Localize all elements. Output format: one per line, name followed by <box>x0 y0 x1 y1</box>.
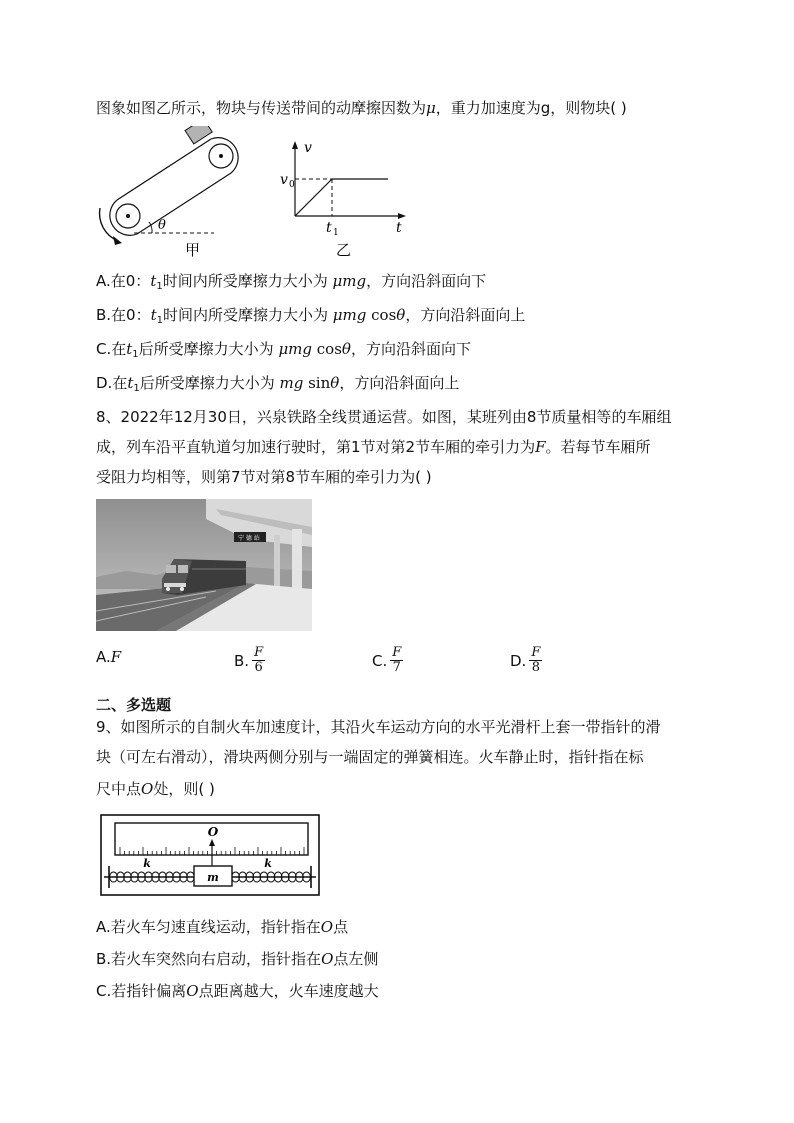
q7-d-t: t <box>127 374 134 392</box>
q9-c-prefix: C.若指针偏离 <box>96 982 187 1000</box>
q8-c-label: C. <box>372 651 388 670</box>
q7-b-expr: μmg <box>332 306 367 324</box>
axis-t-label: t <box>396 220 402 236</box>
q7-a-expr: μmg <box>332 272 367 290</box>
q7-d-sin: sin <box>303 374 331 392</box>
q8-line2b: 。若每节车厢所 <box>545 438 651 456</box>
q7-stem-text-2: ，重力加速度为g，则物块( ) <box>435 99 627 117</box>
q7-b-theta: θ <box>396 306 406 324</box>
q7-c-prefix: C.在 <box>96 340 127 358</box>
velocity-time-graph <box>278 138 408 262</box>
station-sign-text: 宁 德 站 <box>238 535 260 542</box>
q9-stem-line-1 <box>96 716 661 738</box>
q9-b-o: O <box>321 950 334 968</box>
q8-c-num: F <box>392 645 402 660</box>
q8-d-label: D. <box>510 651 527 670</box>
q8-option-c[interactable] <box>372 646 403 675</box>
q9-c-post: 点距离越大，火车速度越大 <box>198 982 379 1000</box>
q9-line2: 块（可左右滑动），滑块两侧分别与一端固定的弹簧相连。火车静止时，指针指在标 <box>96 748 644 766</box>
q9-line3-o: O <box>141 780 154 798</box>
q9-a-prefix: A.若火车匀速直线运动，指针指在 <box>96 918 321 936</box>
q8-stem-line-2 <box>96 436 651 458</box>
axis-v-label: v <box>304 140 312 156</box>
q8-option-a[interactable] <box>96 646 121 668</box>
slider-mass-label: m <box>207 871 219 884</box>
right-spring-k-label: k <box>264 857 272 870</box>
q7-stem-text: 图象如图乙所示，物块与传送带间的动摩擦因数为 <box>96 99 427 117</box>
q8-line2-f: F <box>535 438 546 456</box>
q9-line1: 9、如图所示的自制火车加速度计，其沿火车运动方向的水平光滑杆上套一带指针的滑 <box>96 718 661 736</box>
q7-b-post: ，方向沿斜面向上 <box>405 306 526 324</box>
q7-option-c[interactable] <box>96 338 471 366</box>
q8-stem-line-1 <box>96 406 671 428</box>
figure-yi-caption: 乙 <box>336 241 352 259</box>
q9-a-o: O <box>320 918 334 936</box>
q8-d-num: F <box>531 645 541 660</box>
q8-stem-line-3 <box>96 466 432 488</box>
q7-option-b[interactable] <box>96 304 525 332</box>
q7-d-post: ，方向沿斜面向上 <box>339 374 460 392</box>
q9-option-b[interactable] <box>96 948 378 970</box>
q8-line1: 8、2022年12月30日，兴泉铁路全线贯通运营。如图，某班列由8节质量相等的车厢组 <box>96 408 672 426</box>
q8-c-den: 7 <box>392 660 401 675</box>
q8-line2a: 成，列车沿平直轨道匀加速行驶时，第1节对第2节车厢的牵引力为 <box>96 438 536 456</box>
q9-c-o: O <box>186 982 199 1000</box>
theta-label: θ <box>158 218 166 233</box>
conveyor-belt-figure <box>90 126 250 260</box>
q7-a-t: t <box>150 272 157 290</box>
q7-option-a[interactable] <box>96 270 486 298</box>
q7-c-post: ，方向沿斜面向下 <box>350 340 471 358</box>
q7-c-sub: 1 <box>132 349 139 360</box>
q7-d-theta: θ <box>330 374 340 392</box>
q8-d-den: 8 <box>531 660 540 675</box>
t1-label: t <box>326 220 332 236</box>
q9-option-c[interactable] <box>96 980 379 1002</box>
q7-b-t: t <box>150 306 157 324</box>
t1-subscript: 1 <box>333 228 339 238</box>
q8-c-fraction <box>390 646 403 675</box>
q8-a-label: A. <box>96 648 111 666</box>
v0-label: v <box>280 172 288 188</box>
q7-c-t: t <box>126 340 133 358</box>
q7-b-sub: 1 <box>156 315 164 326</box>
q7-b-prefix: B.在0： <box>96 306 151 324</box>
v0-subscript: 0 <box>289 180 295 190</box>
q7-c-expr: μmg <box>278 340 313 358</box>
q7-a-post: ，方向沿斜面向下 <box>366 272 487 290</box>
q9-b-prefix: B.若火车突然向右启动，指针指在 <box>96 950 322 968</box>
q7-b-cos: cos <box>366 306 397 324</box>
q8-line3: 受阻力均相等，则第7节对第8节车厢的牵引力为( ) <box>96 468 432 486</box>
q8-b-den: 6 <box>254 660 263 675</box>
q7-b-mid: 时间内所受摩擦力大小为 <box>163 306 333 324</box>
q9-option-a[interactable] <box>96 916 348 938</box>
q7-mu-symbol: μ <box>426 99 436 117</box>
q9-a-post: 点 <box>333 918 349 936</box>
q8-option-d[interactable] <box>510 646 542 675</box>
q8-a-value: F <box>110 648 122 666</box>
q7-d-mid: 后所受摩擦力大小为 <box>139 374 280 392</box>
section-multiple-choice-heading: 二、多选题 <box>96 696 172 714</box>
scale-o-label: O <box>207 825 219 839</box>
left-spring-k-label: k <box>143 857 151 870</box>
q7-d-prefix: D.在 <box>96 374 128 392</box>
accelerometer-figure <box>100 814 320 896</box>
q7-stem-line <box>96 97 627 119</box>
q7-d-sub: 1 <box>133 383 140 394</box>
q7-d-expr: mg <box>279 374 304 392</box>
figure-jia-caption: 甲 <box>185 241 201 259</box>
q7-c-mid: 后所受摩擦力大小为 <box>138 340 279 358</box>
q7-c-theta: θ <box>341 340 351 358</box>
q9-line3a: 尺中点 <box>96 780 142 798</box>
q7-a-mid: 时间内所受摩擦力大小为 <box>162 272 333 290</box>
q8-option-b[interactable] <box>234 646 265 675</box>
q9-stem-line-3 <box>96 778 215 800</box>
q9-line3b: 处，则( ) <box>153 780 215 798</box>
q8-b-label: B. <box>234 651 250 670</box>
q7-c-cos: cos <box>312 340 342 358</box>
q9-b-post: 点左侧 <box>333 950 379 968</box>
train-station-photo <box>96 499 312 631</box>
q7-option-d[interactable] <box>96 372 459 400</box>
q8-b-num: F <box>254 645 264 660</box>
q7-a-prefix: A.在0： <box>96 272 151 290</box>
q8-d-fraction <box>529 646 542 675</box>
q8-b-fraction <box>252 646 265 675</box>
q9-stem-line-2 <box>96 746 644 768</box>
q7-a-sub: 1 <box>156 281 163 292</box>
